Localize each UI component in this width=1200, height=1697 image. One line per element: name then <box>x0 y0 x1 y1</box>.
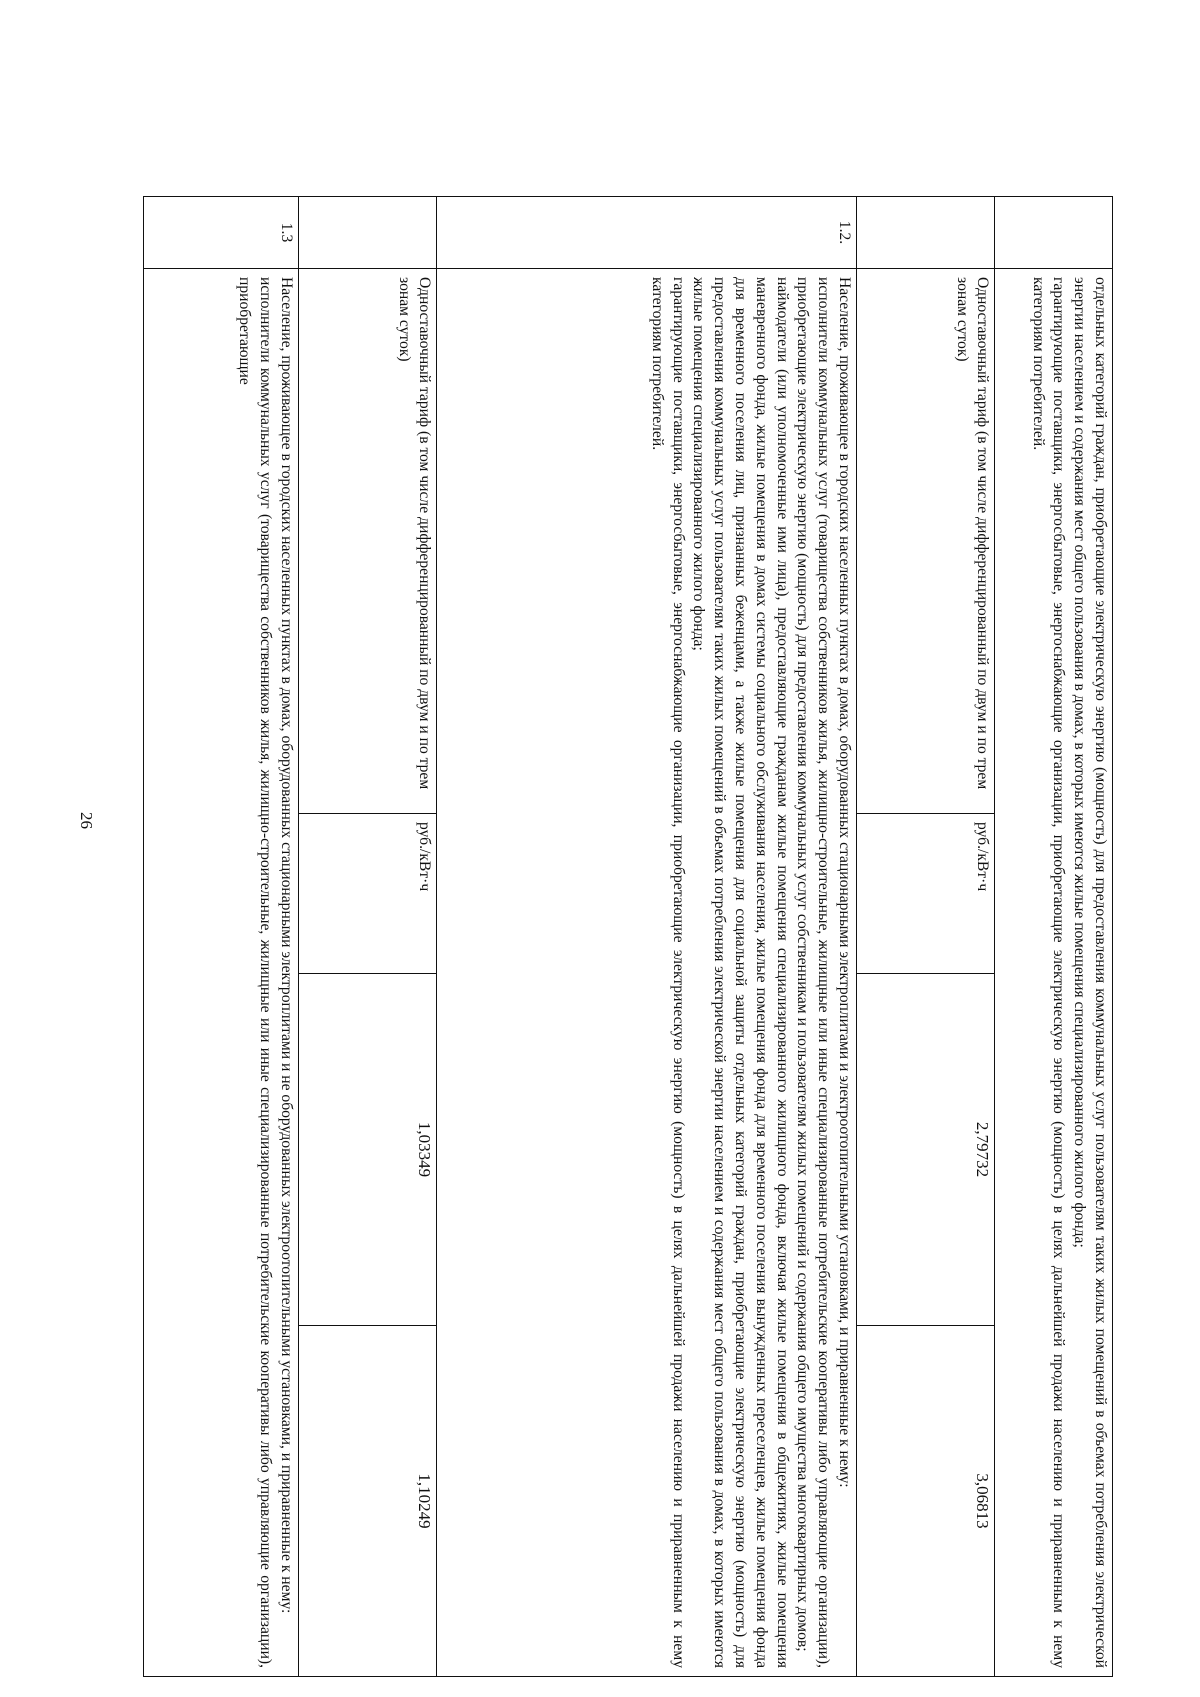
category-paragraph: Население, проживающее в городских населенных пунктах в домах, оборудованных стационарными электроплитами и электроотопительными установками, и приравненные к нему: <box>836 277 853 1488</box>
unit-cell: руб./кВт·ч <box>857 814 995 974</box>
category-paragraph: исполнители коммунальных услуг (товарищества собственников жилья, жилищно-строительные, жилищные или иные специализированные потребительские кооперативы либо управляющие организации), приобретающие <box>236 277 275 1669</box>
category-paragraph: наймодатели (или уполномоченные ими лица), предоставляющие гражданам жилые помещения специализированного жилищного фонда, включая жилые помещения в общежитиях, жилые помещения маневренного фонда, жилые помещения в домах системы социального обслуживания населения, жилые помещения фонда для временного поселения вынужденных переселенцев, жилые помещения фонда для временного поселения лиц, признанных беженцами, а также жилые помещения для социальной защиты отдельных категорий граждан, приобретающие электрическую энергию (мощность) для предоставления коммунальных услуг пользователям таких жилых помещений в объемах потребления электрической энергии населением и содержания мест общего пользования в домах, в которых имеются жилые помещения специализированного жилого фонда; <box>690 277 791 1669</box>
tariff-value-1: 2,79732 <box>857 974 995 1326</box>
unit-cell: руб./кВт·ч <box>299 814 437 974</box>
category-text-cell <box>437 269 857 1677</box>
row-number-cell <box>299 197 437 269</box>
row-number: 1.2. <box>437 197 857 269</box>
tariff-label-cell: Одноставочный тариф (в том числе дифференцированный по двум и по трем зонам суток) <box>299 269 437 814</box>
tariff-label-cell: Одноставочный тариф (в том числе дифференцированный по двум и по трем зонам суток) <box>857 269 995 814</box>
tariff-value-2: 1,10249 <box>299 1326 437 1677</box>
row-number: 1.3 <box>144 197 299 269</box>
category-paragraph: исполнители коммунальных услуг (товарищества собственников жилья, жилищно-строительные, жилищные или иные специализированные потребительские кооперативы либо управляющие организации), приобретающие электрическую энергию (мощность) для предоставления коммунальных услуг собственникам и пользователям жилых помещений и содержания общего имущества многоквартирных домов; <box>794 277 833 1669</box>
continuation-paragraph: гарантирующие поставщики, энергосбытовые, энергоснабжающие организации, приобретающие электрическую энергию (мощность) в целях дальнейшей продажи населению и приравненным к нему категориям потребителей. <box>1029 277 1068 1669</box>
continuation-text-cell <box>995 269 1113 1677</box>
tariff-value-2: 3,06813 <box>857 1326 995 1677</box>
page-number: 26 <box>77 812 96 829</box>
tariff-row-1-2 <box>299 197 437 1677</box>
tariff-table <box>143 196 1113 1677</box>
tariff-row-1-1 <box>857 197 995 1677</box>
rotated-table-container <box>143 196 1113 1676</box>
continuation-row <box>995 197 1113 1677</box>
continuation-paragraph: отдельных категорий граждан, приобретающие электрическую энергию (мощность) для предоставления коммунальных услуг пользователям таких жилых помещений в объемах потребления электрической энергии населением и содержания мест общего пользования в домах, в которых имеются жилые помещения специализированного жилого фонда; <box>1071 277 1109 1669</box>
category-paragraph: гарантирующие поставщики, энергосбытовые, энергоснабжающие организации, приобретающие электрическую энергию (мощность) в целях дальнейшей продажи населению и приравненным к нему категориям потребителей. <box>648 277 687 1669</box>
tariff-value-1: 1,03349 <box>299 974 437 1326</box>
row-number-cell <box>857 197 995 269</box>
category-row-1-2 <box>437 197 857 1677</box>
category-row-1-3 <box>144 197 299 1677</box>
category-paragraph: Население, проживающее в городских населенных пунктах в домах, оборудованных стационарными электроплитами и не оборудованных электроотопительными установками, и приравненные к нему: <box>278 277 295 1614</box>
category-text-cell <box>144 269 299 1677</box>
row-number-cell <box>995 197 1113 269</box>
